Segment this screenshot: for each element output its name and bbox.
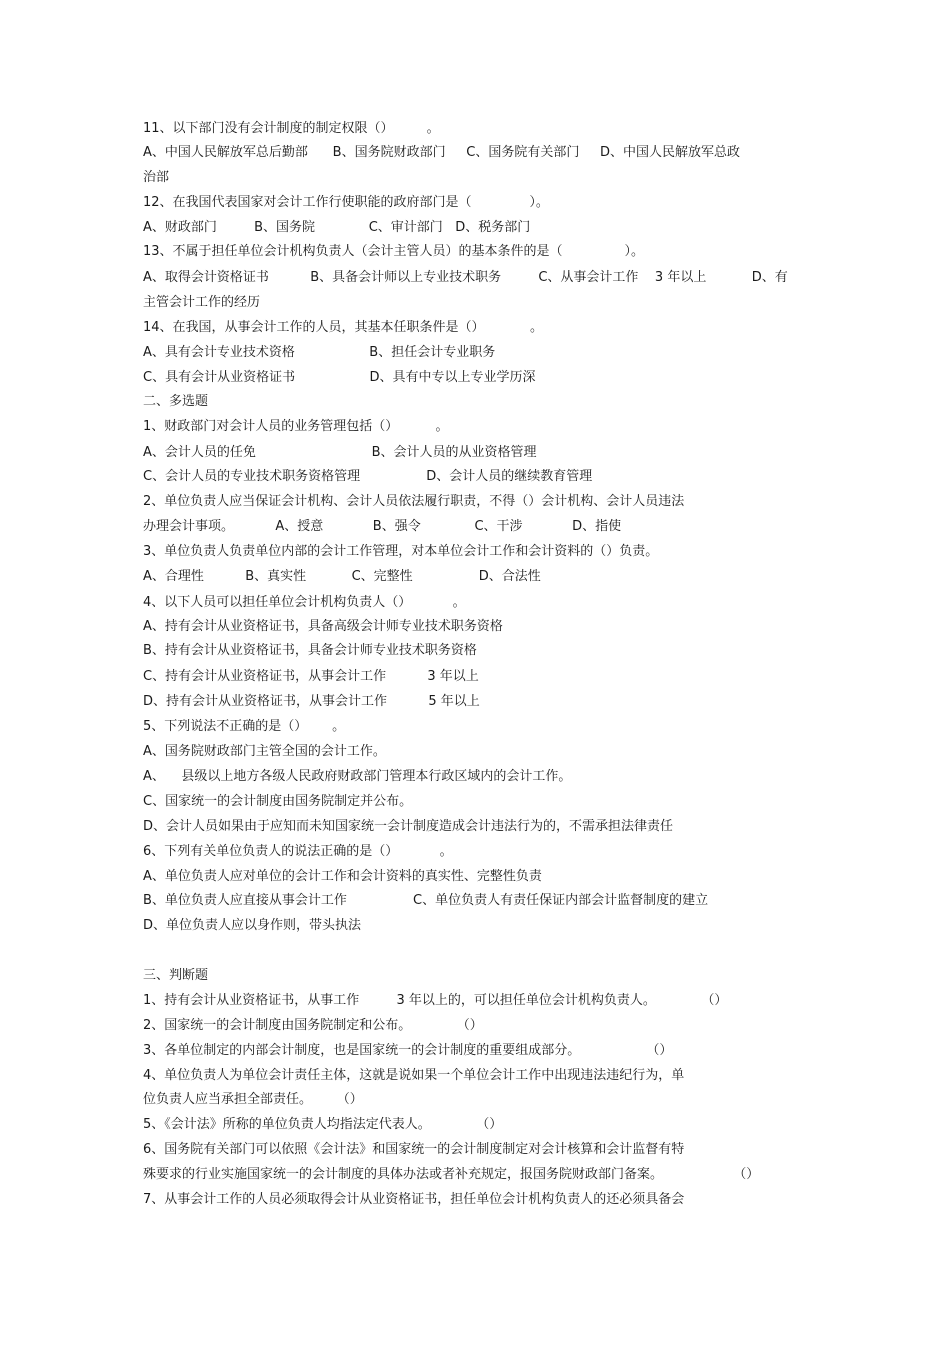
tf-question-3: 3、各单位制定的内部会计制度，也是国家统一的会计制度的重要组成部分。 （） xyxy=(143,1043,673,1058)
mc-question-2-cont: 办理会计事项。 A、授意 B、强令 C、干涉 D、指使 xyxy=(143,519,622,534)
mc-question-6-options-bc: B、单位负责人应直接从事会计工作 C、单位负责人有责任保证内部会计监督制度的建立 xyxy=(143,893,709,908)
mc-question-5-option-a: A、国务院财政部门主管全国的会计工作。 xyxy=(143,744,386,759)
question-11-options-cont: 治部 xyxy=(143,170,170,185)
mc-question-4-option-c: C、持有会计从业资格证书，从事会计工作 3 年以上 xyxy=(143,669,479,684)
mc-question-4-option-b: B、持有会计从业资格证书，具备会计师专业技术职务资格 xyxy=(143,643,477,658)
tf-question-1: 1、持有会计从业资格证书，从事工作 3 年以上的，可以担任单位会计机构负责人。 （） xyxy=(143,993,728,1008)
mc-question-1: 1、财政部门对会计人员的业务管理包括（） 。 xyxy=(143,419,449,434)
mc-question-1-options-ab: A、会计人员的任免 B、会计人员的从业资格管理 xyxy=(143,445,537,460)
question-11-options: A、中国人民解放军总后勤部 B、国务院财政部门 C、国务院有关部门 D、中国人民解放军总政 xyxy=(143,145,741,160)
mc-question-1-options-cd: C、会计人员的专业技术职务资格管理 D、会计人员的继续教育管理 xyxy=(143,469,593,484)
mc-question-4: 4、以下人员可以担任单位会计机构负责人（） 。 xyxy=(143,595,466,610)
question-13: 13、不属于担任单位会计机构负责人（会计主管人员）的基本条件的是（ ）。 xyxy=(143,244,645,259)
tf-question-6-cont: 殊要求的行业实施国家统一的会计制度的具体办法或者补充规定，报国务院财政部门备案。 （） xyxy=(143,1167,760,1182)
tf-question-5: 5、《会计法》所称的单位负责人均指法定代表人。 （） xyxy=(143,1117,503,1132)
tf-question-7: 7、从事会计工作的人员必须取得会计从业资格证书，担任单位会计机构负责人的还必须具备会 xyxy=(143,1192,685,1207)
mc-question-5-option-c: C、国家统一的会计制度由国务院制定并公布。 xyxy=(143,794,413,809)
mc-question-5: 5、下列说法不正确的是（） 。 xyxy=(143,719,346,734)
mc-question-6-option-a: A、单位负责人应对单位的会计工作和会计资料的真实性、完整性负责 xyxy=(143,869,542,884)
question-12: 12、在我国代表国家对会计工作行使职能的政府部门是（ ）。 xyxy=(143,195,549,210)
mc-question-6-option-d: D、单位负责人应以身作则，带头执法 xyxy=(143,918,362,933)
question-14: 14、在我国，从事会计工作的人员，其基本任职条件是（） 。 xyxy=(143,320,543,335)
mc-question-3-options: A、合理性 B、真实性 C、完整性 D、合法性 xyxy=(143,569,541,584)
mc-question-4-option-d: D、持有会计从业资格证书，从事会计工作 5 年以上 xyxy=(143,694,480,709)
tf-question-4-cont: 位负责人应当承担全部责任。 （） xyxy=(143,1092,363,1107)
question-13-options-cont: 主管会计工作的经历 xyxy=(143,295,261,310)
mc-question-5-option-a2: A、 县级以上地方各级人民政府财政部门管理本行政区域内的会计工作。 xyxy=(143,769,572,784)
tf-question-4: 4、单位负责人为单位会计责任主体，这就是说如果一个单位会计工作中出现违法违纪行为，单 xyxy=(143,1068,685,1083)
question-14-options-ab: A、具有会计专业技术资格 B、担任会计专业职务 xyxy=(143,345,496,360)
mc-question-4-option-a: A、持有会计从业资格证书，具备高级会计师专业技术职务资格 xyxy=(143,619,503,634)
mc-question-2: 2、单位负责人应当保证会计机构、会计人员依法履行职责，不得（）会计机构、会计人员违法 xyxy=(143,494,685,509)
section-heading-multiple-choice: 二、多选题 xyxy=(143,394,209,409)
tf-question-6: 6、国务院有关部门可以依照《会计法》和国家统一的会计制度制定对会计核算和会计监督有特 xyxy=(143,1142,685,1157)
tf-question-2: 2、国家统一的会计制度由国务院制定和公布。 （） xyxy=(143,1018,483,1033)
mc-question-5-option-d: D、会计人员如果由于应知而未知国家统一会计制度造成会计违法行为的，不需承担法律责任 xyxy=(143,819,674,834)
question-11: 11、以下部门没有会计制度的制定权限（） 。 xyxy=(143,121,440,136)
mc-question-3: 3、单位负责人负责单位内部的会计工作管理，对本单位会计工作和会计资料的（）负责。 xyxy=(143,544,659,559)
question-13-options: A、取得会计资格证书 B、具备会计师以上专业技术职务 C、从事会计工作 3 年以上 D、有 xyxy=(143,270,788,285)
mc-question-6: 6、下列有关单位负责人的说法正确的是（） 。 xyxy=(143,844,453,859)
question-12-options: A、财政部门 B、国务院 C、审计部门 D、税务部门 xyxy=(143,220,531,235)
section-heading-true-false: 三、判断题 xyxy=(143,968,209,983)
question-14-options-cd: C、具有会计从业资格证书 D、具有中专以上专业学历深 xyxy=(143,370,536,385)
